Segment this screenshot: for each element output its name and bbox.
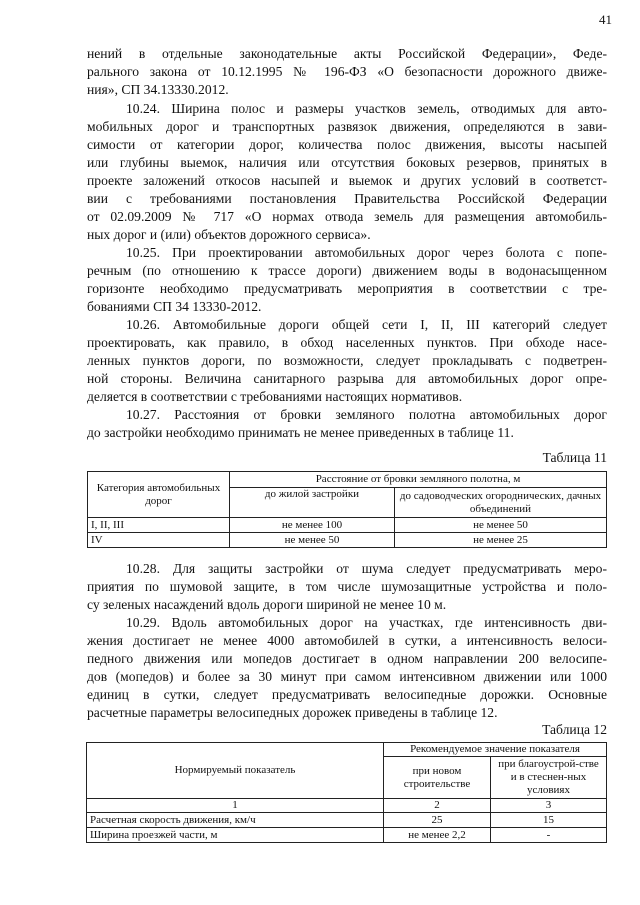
text-line: или глубины выемок, наличия или отсутствия боковых резервов, принятых в [87, 155, 607, 170]
paragraph-10-26-start: 10.26. Автомобильные дороги общей сети I, II, III категорий следует [126, 317, 607, 332]
text-line: ной стороны. Величина санитарного разрыва для автомобильных дорог опре- [87, 371, 607, 386]
header-recommended: Рекомендуемое значение показателя [384, 743, 607, 757]
text-line: дов (мопедов) и более за 30 минут при самом интенсивном движении или 1000 [87, 669, 607, 684]
text-line: су зеленых насаждений вдоль дороги шириной не менее 10 м. [87, 597, 447, 612]
cell-residential: не менее 100 [230, 518, 395, 533]
paragraph-10-25-start: 10.25. При проектировании автомобильных дорог через болота с попе- [126, 245, 607, 260]
column-number: 1 [87, 799, 384, 813]
paragraph-10-29-start: 10.29. Вдоль автомобильных дорог на участках, где интенсивность дви- [126, 615, 607, 630]
text-line: проекте заложений откосов насыпей и выемок и других условий в соответст- [87, 173, 607, 188]
text-line: расчетные параметры велосипедных дорожек приведены в таблице 12. [87, 705, 498, 720]
text-line: бованиями СП 34 13330-2012. [87, 299, 262, 314]
text-line: приятия по шумовой защите, в том числе шумозащитные устройства и поло- [87, 579, 607, 594]
text-line: ленных пунктов дороги, по возможности, следует прокладывать с подветрен- [87, 353, 607, 368]
table-row [87, 813, 607, 828]
cell-category: I, II, III [88, 518, 230, 533]
column-number: 2 [384, 799, 491, 813]
cell-improvement: 15 [491, 813, 607, 828]
cell-indicator: Расчетная скорость движения, км/ч [87, 813, 384, 828]
text-line: симости от категории дорог, количества полос движения, высоты насыпей [87, 137, 607, 152]
table-row [88, 533, 607, 548]
header-new-construction: при новом строительстве [384, 757, 491, 799]
text-line: педного движения или мопедов достигает в одном направлении 200 велосипе- [87, 651, 607, 666]
cell-new: 25 [384, 813, 491, 828]
table-11 [87, 471, 607, 548]
cell-indicator: Ширина проезжей части, м [87, 828, 384, 843]
text-line: жения достигает не менее 4000 автомобилей в сутки, а интенсивность велоси- [87, 633, 607, 648]
header-indicator: Нормируемый показатель [87, 743, 384, 799]
table-12-caption: Таблица 12 [542, 722, 607, 737]
text-line: деляется в соответствии с требованиями настоящих нормативов. [87, 389, 463, 404]
text-line: нений в отдельные законодательные акты Российской Федерации», Феде- [87, 46, 607, 61]
table-11-caption: Таблица 11 [542, 450, 607, 465]
text-line: до застройки необходимо принимать не менее приведенных в таблице 11. [87, 425, 514, 440]
cell-category: IV [88, 533, 230, 548]
column-number: 3 [491, 799, 607, 813]
text-line: речным (по отношению к трассе дороги) движением воды в водонасыщенном [87, 263, 607, 278]
text-line: ных дорог и (или) объектов дорожного сервиса». [87, 227, 371, 242]
table-row [88, 518, 607, 533]
header-improvement: при благоустрой-стве и в стеснен-ных условиях [491, 757, 607, 799]
header-distance: Расстояние от бровки земляного полотна, м [230, 472, 607, 488]
header-residential: до жилой застройки [230, 488, 395, 518]
header-category: Категория автомобильных дорог [88, 472, 230, 518]
text-line: рального закона от 10.12.1995 № 196-ФЗ «О безопасности дорожного движе- [87, 64, 607, 79]
text-line: мобильных дорог и транспортных развязок движения, определяются в зави- [87, 119, 607, 134]
paragraph-10-27-start: 10.27. Расстояния от бровки земляного полотна автомобильных дорог [126, 407, 607, 422]
header-gardens: до садоводческих огороднических, дачных объединений [395, 488, 607, 518]
text-line: горизонте необходимо предусматривать мероприятия в соответствии с тре- [87, 281, 607, 296]
cell-residential: не менее 50 [230, 533, 395, 548]
cell-gardens: не менее 25 [395, 533, 607, 548]
paragraph-10-28-start: 10.28. Для защиты застройки от шума следует предусматривать меро- [126, 561, 607, 576]
table-12 [86, 742, 607, 843]
paragraph-10-24-start: 10.24. Ширина полос и размеры участков земель, отводимых для авто- [126, 101, 607, 116]
text-line: проектировать, как правило, в обход населенных пунктов. При обходе насе- [87, 335, 607, 350]
text-line: единиц в сутки, следует предусматривать велосипедные дорожки. Основные [87, 687, 607, 702]
cell-improvement: - [491, 828, 607, 843]
text-line: вии с требованиями постановления Правительства Российской Федерации [87, 191, 607, 206]
page-number: 41 [599, 12, 612, 27]
cell-new: не менее 2,2 [384, 828, 491, 843]
text-line: ния», СП 34.13330.2012. [87, 82, 229, 97]
text-line: от 02.09.2009 № 717 «О нормах отвода земель для размещения автомобиль- [87, 209, 607, 224]
cell-gardens: не менее 50 [395, 518, 607, 533]
table-row [87, 828, 607, 843]
